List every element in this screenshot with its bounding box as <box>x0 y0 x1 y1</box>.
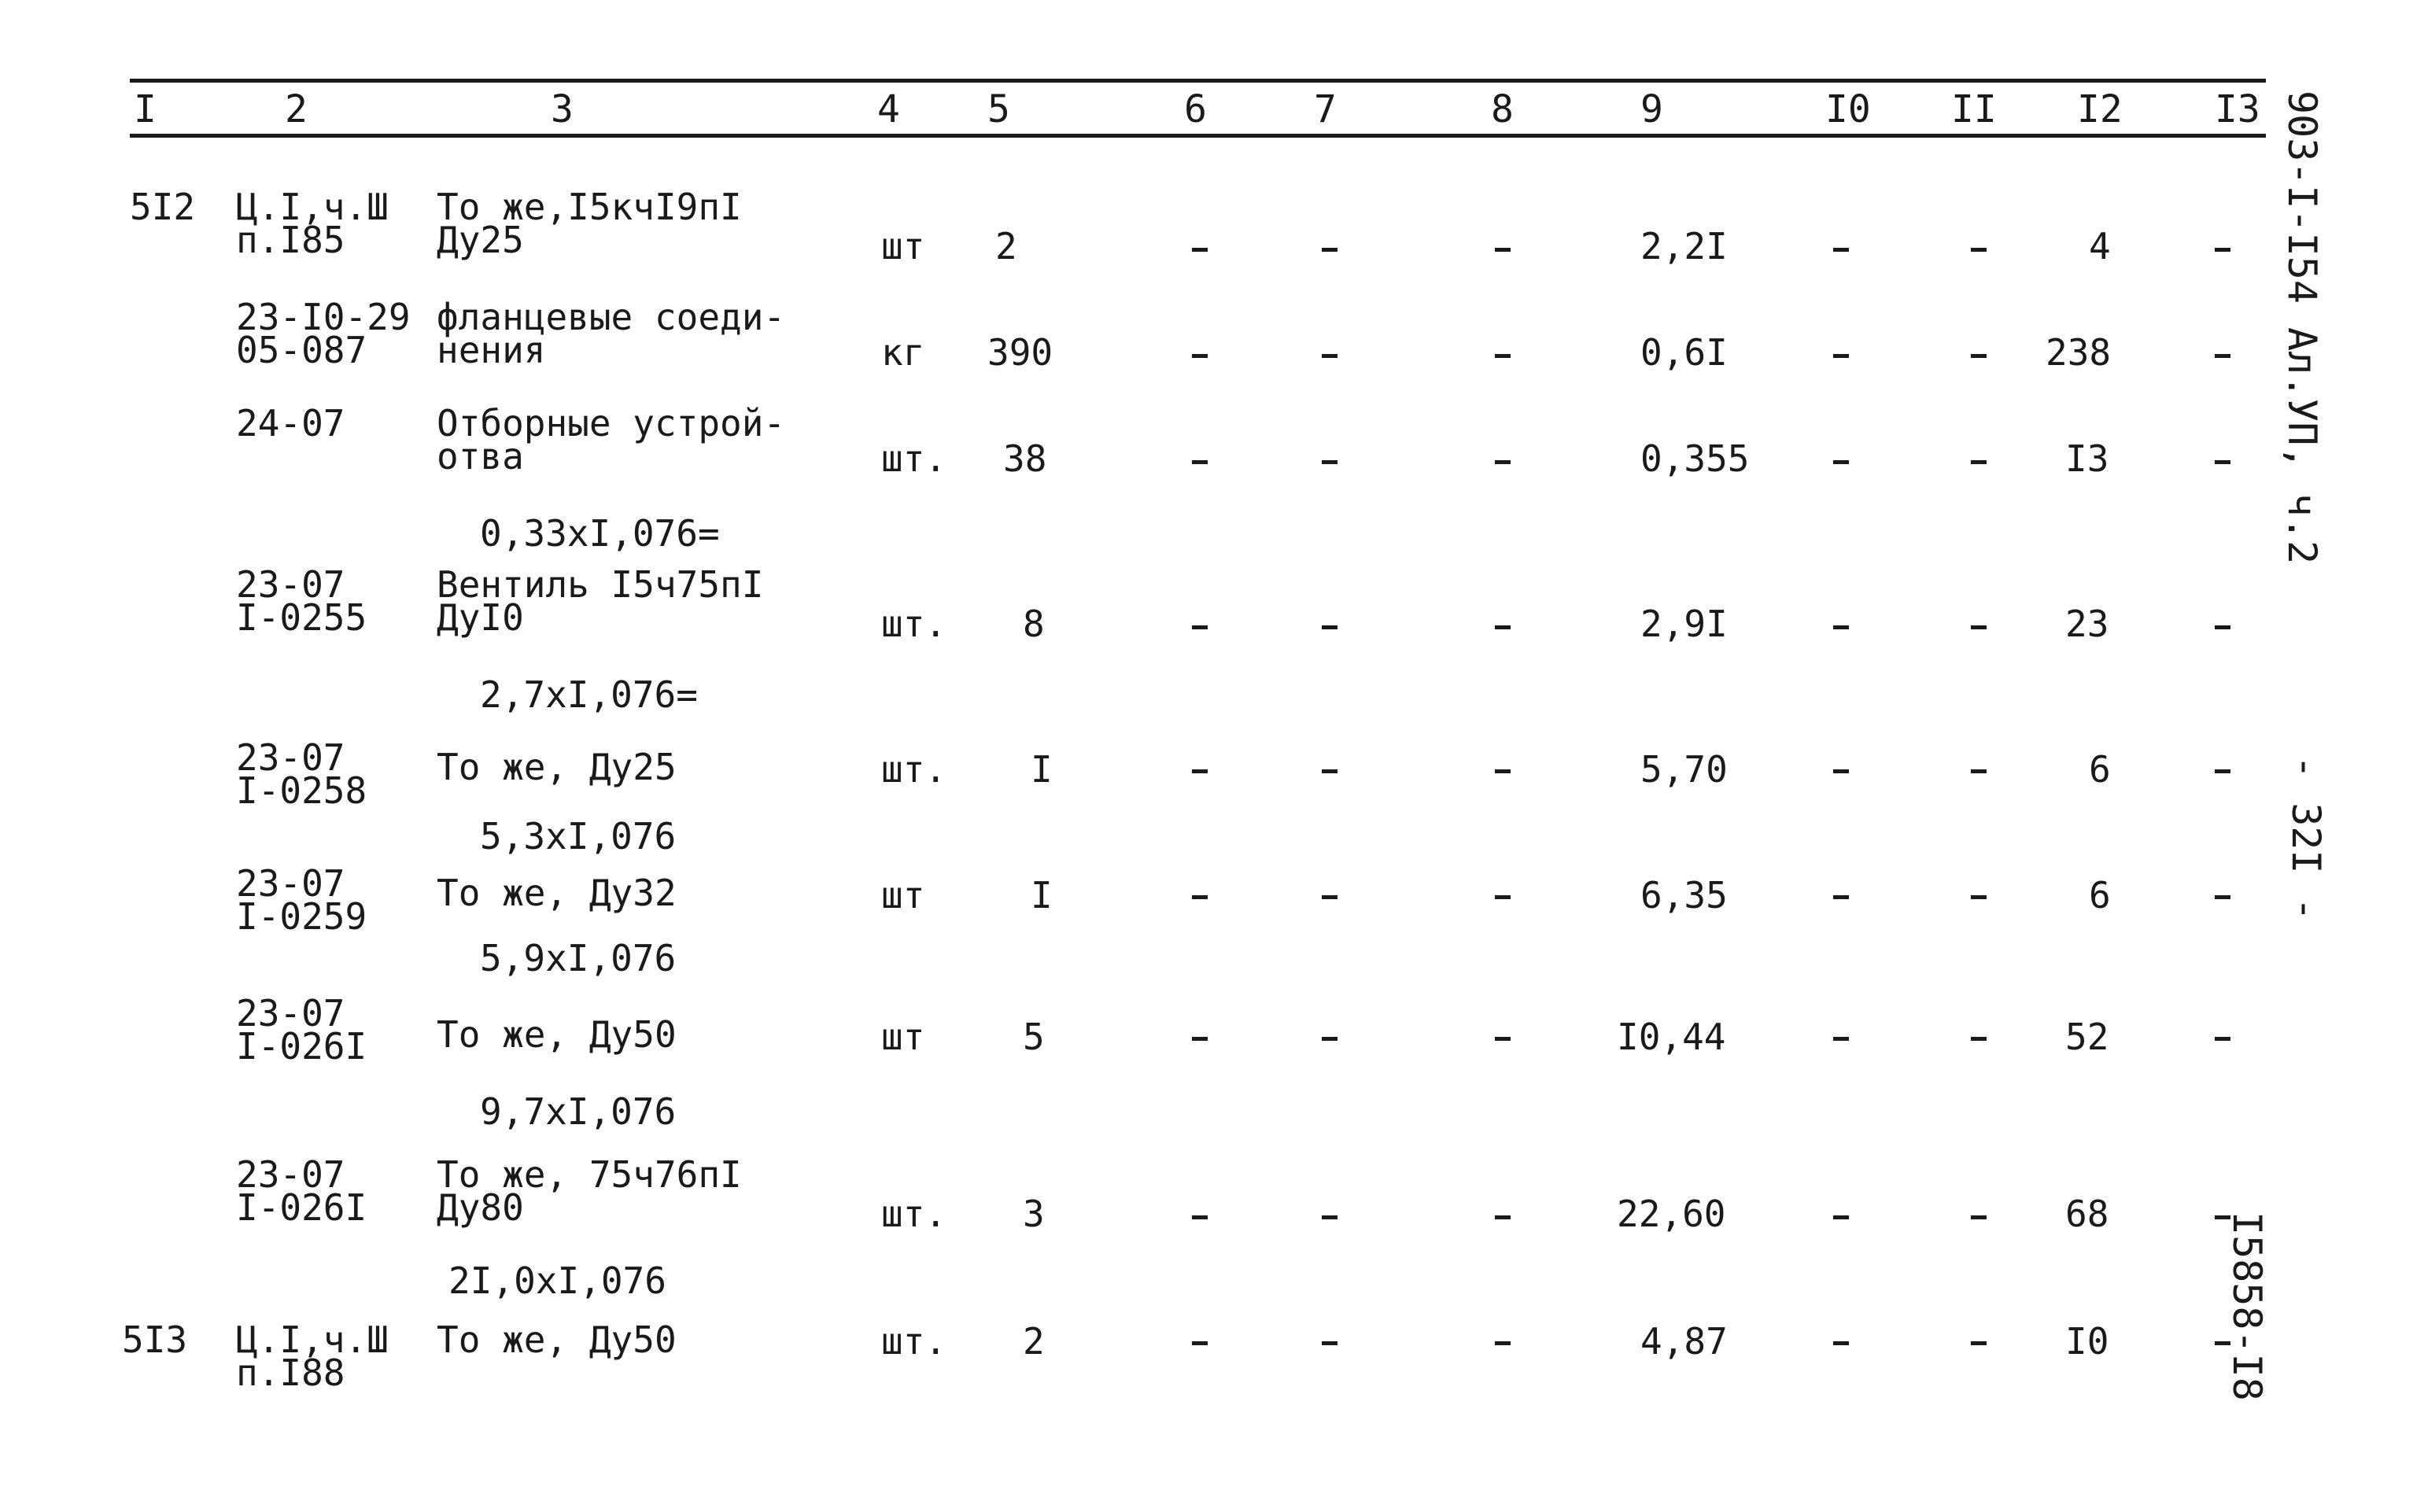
row-col9: 2,9I <box>1640 603 1728 645</box>
header-col-6: 6 <box>1184 87 1207 131</box>
row-formula: 5,3xI,076 <box>480 815 677 857</box>
row-col5: 390 <box>987 331 1053 374</box>
row-unit: шт. <box>881 603 947 645</box>
row-col9: 22,60 <box>1617 1193 1726 1235</box>
header-col-4: 4 <box>877 87 900 131</box>
row-col5: I <box>1031 874 1053 916</box>
row-col6-dash <box>1192 1037 1208 1041</box>
row-col6-dash <box>1192 354 1208 358</box>
header-col-13: I3 <box>2215 87 2260 131</box>
row-name-line2: ДуI0 <box>437 596 524 639</box>
header-col-3: 3 <box>551 87 574 131</box>
row-name-line1: То же, Ду32 <box>437 872 677 914</box>
row-code-line2: 05-087 <box>236 329 367 371</box>
row-col7-dash <box>1322 1341 1337 1345</box>
row-col9: 4,87 <box>1640 1320 1728 1363</box>
row-number: 5I3 <box>122 1318 188 1361</box>
row-col7-dash <box>1322 460 1337 464</box>
row-formula: 2I,0xI,076 <box>448 1259 666 1302</box>
row-code-line2: п.I85 <box>236 219 345 261</box>
row-col11-dash <box>1971 769 1987 773</box>
row-code-line2: I-0259 <box>236 895 367 938</box>
row-col7-dash <box>1322 769 1337 773</box>
row-col6-dash <box>1192 1215 1208 1219</box>
header-col-11: II <box>1951 87 1997 131</box>
row-col13-dash <box>2215 354 2230 358</box>
row-col7-dash <box>1322 1037 1337 1041</box>
row-col8-dash <box>1495 895 1511 899</box>
row-col12: 6 <box>2089 748 2111 791</box>
row-col9: 2,2I <box>1640 225 1728 267</box>
row-col7-dash <box>1322 1215 1337 1219</box>
row-number: 5I2 <box>130 186 196 228</box>
row-col6-dash <box>1192 1341 1208 1345</box>
row-unit: шт. <box>881 1193 947 1235</box>
row-col7-dash <box>1322 248 1337 252</box>
row-col12: 52 <box>2065 1016 2109 1058</box>
row-name-line1: Вентиль I5ч75пI <box>437 563 764 606</box>
row-col10-dash <box>1833 1341 1849 1345</box>
row-col8-dash <box>1495 354 1511 358</box>
row-name-line1: То же, 75ч76пI <box>437 1153 742 1196</box>
row-col10-dash <box>1833 1037 1849 1041</box>
row-col12: 238 <box>2046 331 2112 374</box>
header-col-8: 8 <box>1491 87 1514 131</box>
row-name-line1: Отборные устрой- <box>437 402 786 444</box>
row-code-line1: 23-07 <box>236 992 345 1034</box>
row-code-line1: Ц.I,ч.Ш <box>236 1318 389 1361</box>
header-col-9: 9 <box>1640 87 1663 131</box>
row-col5: 2 <box>1023 1320 1045 1363</box>
row-col11-dash <box>1971 248 1987 252</box>
row-col12: I0 <box>2065 1320 2109 1363</box>
row-name-line1: фланцевые соеди- <box>437 296 786 338</box>
page-number-label: - 32I - <box>2283 755 2329 921</box>
row-col8-dash <box>1495 769 1511 773</box>
row-col9: 5,70 <box>1640 748 1728 791</box>
row-code-line2: п.I88 <box>236 1352 345 1394</box>
row-formula: 2,7xI,076= <box>480 673 698 716</box>
row-col11-dash <box>1971 625 1987 629</box>
row-col12: 68 <box>2065 1193 2109 1235</box>
row-col12: 4 <box>2089 225 2111 267</box>
row-col9: 0,6I <box>1640 331 1728 374</box>
row-unit: шт. <box>881 437 947 480</box>
header-col-7: 7 <box>1314 87 1337 131</box>
row-unit: шт <box>881 225 925 267</box>
row-col8-dash <box>1495 248 1511 252</box>
row-col10-dash <box>1833 895 1849 899</box>
row-unit: шт <box>881 1016 925 1058</box>
header-col-12: I2 <box>2077 87 2123 131</box>
row-col11-dash <box>1971 460 1987 464</box>
row-col11-dash <box>1971 1037 1987 1041</box>
row-col11-dash <box>1971 895 1987 899</box>
header-col-10: I0 <box>1825 87 1871 131</box>
row-col11-dash <box>1971 1215 1987 1219</box>
header-col-1: I <box>134 87 157 131</box>
row-name-line2: Ду25 <box>437 219 524 261</box>
row-col6-dash <box>1192 625 1208 629</box>
row-col5: 2 <box>995 225 1017 267</box>
row-code-line2: I-0255 <box>236 596 367 639</box>
row-col8-dash <box>1495 460 1511 464</box>
row-code-line1: 23-07 <box>236 563 345 606</box>
row-col10-dash <box>1833 460 1849 464</box>
row-col7-dash <box>1322 625 1337 629</box>
row-unit: кг <box>881 331 925 374</box>
row-name-line2: нения <box>437 329 546 371</box>
row-col8-dash <box>1495 1215 1511 1219</box>
row-col13-dash <box>2215 769 2230 773</box>
row-col5: I <box>1031 748 1053 791</box>
row-formula: 0,33xI,076= <box>480 512 720 555</box>
row-code-line1: 23-07 <box>236 1153 345 1196</box>
row-col13-dash <box>2215 895 2230 899</box>
row-code-line2: I-026I <box>236 1186 367 1229</box>
sheet-number-label: I5858-I8 <box>2224 1211 2270 1401</box>
row-col10-dash <box>1833 625 1849 629</box>
row-name-line2: Ду80 <box>437 1186 524 1229</box>
row-col13-dash <box>2215 1037 2230 1041</box>
top-rule <box>130 79 2266 83</box>
row-col8-dash <box>1495 1341 1511 1345</box>
row-col9: 0,355 <box>1640 437 1750 480</box>
header-col-5: 5 <box>987 87 1010 131</box>
row-code-line2: I-0258 <box>236 769 367 812</box>
row-name-line1: То же,I5кчI9пI <box>437 186 742 228</box>
row-code-line1: Ц.I,ч.Ш <box>236 186 389 228</box>
row-col6-dash <box>1192 460 1208 464</box>
row-col11-dash <box>1971 354 1987 358</box>
header-col-2: 2 <box>285 87 308 131</box>
row-code-line2: I-026I <box>236 1025 367 1068</box>
row-col12: I3 <box>2065 437 2109 480</box>
row-col6-dash <box>1192 895 1208 899</box>
row-col11-dash <box>1971 1341 1987 1345</box>
row-name-line1: То же, Ду50 <box>437 1318 677 1361</box>
row-col8-dash <box>1495 1037 1511 1041</box>
row-col6-dash <box>1192 769 1208 773</box>
header-rule <box>130 134 2266 138</box>
row-code-line1: 24-07 <box>236 402 345 444</box>
row-name-line1: То же, Ду50 <box>437 1013 677 1056</box>
row-unit: шт. <box>881 748 947 791</box>
doc-code-label: 903-I-I54 Ал.УП, ч.2 <box>2279 90 2325 565</box>
row-unit: шт <box>881 874 925 916</box>
row-formula: 9,7xI,076 <box>480 1090 677 1133</box>
row-col10-dash <box>1833 769 1849 773</box>
row-code-line1: 23-07 <box>236 862 345 905</box>
row-name-line1: То же, Ду25 <box>437 746 677 788</box>
row-col10-dash <box>1833 1215 1849 1219</box>
row-col12: 23 <box>2065 603 2109 645</box>
row-col5: 38 <box>1003 437 1047 480</box>
row-col12: 6 <box>2089 874 2111 916</box>
row-col10-dash <box>1833 354 1849 358</box>
row-col5: 8 <box>1023 603 1045 645</box>
row-col10-dash <box>1833 248 1849 252</box>
row-unit: шт. <box>881 1320 947 1363</box>
row-col8-dash <box>1495 625 1511 629</box>
row-col6-dash <box>1192 248 1208 252</box>
row-col13-dash <box>2215 625 2230 629</box>
row-col7-dash <box>1322 895 1337 899</box>
row-name-line2: отва <box>437 435 524 478</box>
row-col13-dash <box>2215 248 2230 252</box>
row-code-line1: 23-07 <box>236 736 345 779</box>
row-col9: I0,44 <box>1617 1016 1726 1058</box>
row-col13-dash <box>2215 460 2230 464</box>
row-formula: 5,9xI,076 <box>480 937 677 979</box>
row-col9: 6,35 <box>1640 874 1728 916</box>
row-col5: 3 <box>1023 1193 1045 1235</box>
row-col7-dash <box>1322 354 1337 358</box>
row-code-line1: 23-I0-29 <box>236 296 411 338</box>
row-col5: 5 <box>1023 1016 1045 1058</box>
